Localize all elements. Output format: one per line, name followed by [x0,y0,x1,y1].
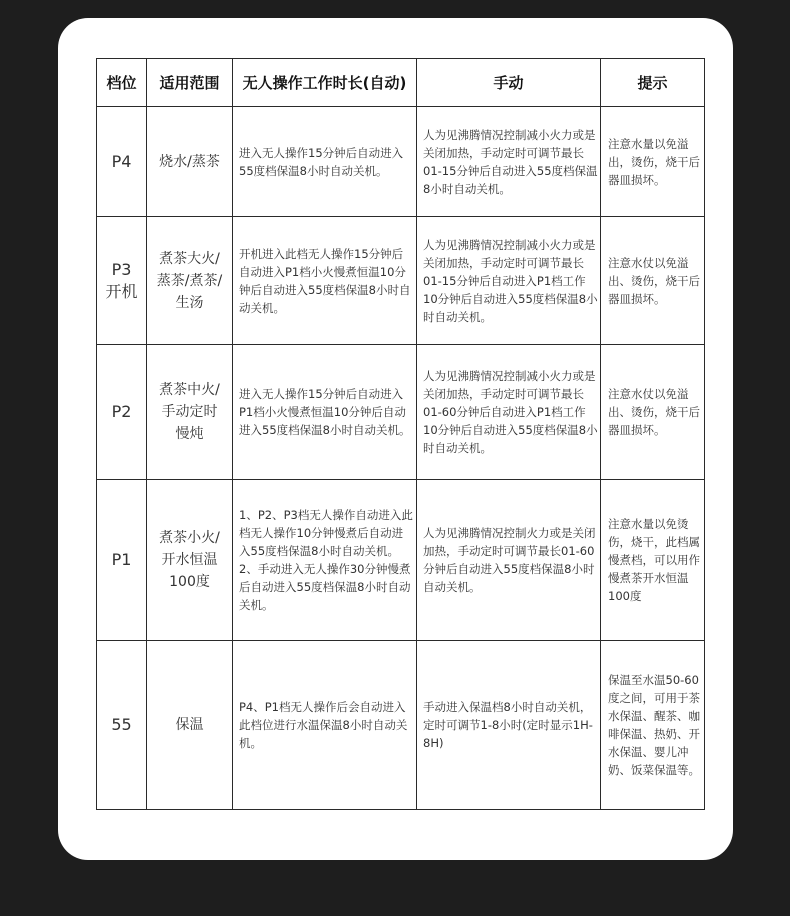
manual-cell: 人为见沸腾情况控制减小火力或是关闭加热，手动定时可调节最长01-15分钟后自动进入P1档工作10分钟后自动进入55度档保温8小时自动关机。 [417,217,601,345]
header-gear: 档位 [97,59,147,107]
gear-label: P2 [111,402,132,421]
scope-label: 慢炖 [175,426,204,442]
gear-cell [97,641,147,810]
scope-label: 100度 [169,574,210,590]
tip-cell: 注意水量以免烫伤，烧干，此档属慢煮档，可以用作慢煮茶开水恒温100度 [601,480,705,641]
table-row [97,641,705,810]
auto-cell: 进入无人操作15分钟后自动进入P1档小火慢煮恒温10分钟后自动进入55度档保温8小时自动关机。 [233,345,417,480]
auto-cell: 进入无人操作15分钟后自动进入55度档保温8小时自动关机。 [233,107,417,217]
table-row [97,107,705,217]
scope-cell [147,217,233,345]
gear-cell [97,480,147,641]
header-auto-time: 无人操作工作时长(自动) [233,59,417,107]
scope-label: 煮茶中火/ [159,382,220,398]
auto-cell: 1、P2、P3档无人操作自动进入此档无人操作10分钟慢煮后自动进入55度档保温8小时自动关机。 2、手动进入无人操作30分钟慢煮后自动进入55度档保温8小时自动关机。 [233,480,417,641]
tip-cell: 注意水量以免溢出，烫伤，烧干后器皿损坏。 [601,107,705,217]
scope-cell [147,107,233,217]
tip-cell: 注意水仗以免溢出、烫伤，烧干后器皿损坏。 [601,217,705,345]
tip-cell: 注意水仗以免溢出、烫伤，烧干后器皿损坏。 [601,345,705,480]
scope-label: 烧水/蒸茶 [159,153,220,170]
table-header-row [97,59,705,107]
manual-cell: 手动进入保温档8小时自动关机，定时可调节1-8小时(定时显示1H-8H) [417,641,601,810]
auto-cell: P4、P1档无人操作后会自动进入此档位进行水温保温8小时自动关机。 [233,641,417,810]
gear-cell [97,107,147,217]
scope-label: 煮茶大火/ [159,250,220,267]
gear-settings-table [96,58,705,810]
table-row [97,217,705,345]
auto-cell: 开机进入此档无人操作15分钟后自动进入P1档小火慢煮恒温10分钟后自动进入55度档保温8小时自动关机。 [233,217,417,345]
header-tips: 提示 [601,59,705,107]
gear-cell [97,217,147,345]
gear-label: P3 [111,259,132,279]
scope-label: 生汤 [175,294,204,311]
scope-label: 蒸茶/煮茶/ [156,272,223,289]
gear-cell [97,345,147,480]
scope-cell [147,345,233,480]
gear-label: 55 [111,715,132,734]
gear-label: P1 [111,550,132,569]
scope-cell [147,641,233,810]
manual-cell: 人为见沸腾情况控制减小火力或是关闭加热，手动定时可调节最长01-15分钟后自动进入55度档保温8小时自动关机。 [417,107,601,217]
scope-cell [147,480,233,641]
manual-cell: 人为见沸腾情况控制火力或是关闭加热，手动定时可调节最长01-60分钟后自动进入55度档保温8小时自动关机。 [417,480,601,641]
scope-label: 煮茶小火/ [159,530,220,546]
header-scope: 适用范围 [147,59,233,107]
gear-label: P4 [111,151,132,171]
tip-cell: 保温至水温50-60度之间，可用于茶水保温、醒茶、咖啡保温、热奶、开水保温、婴儿冲奶、饭菜保温等。 [601,641,705,810]
table-row [97,480,705,641]
manual-cell: 人为见沸腾情况控制减小火力或是关闭加热，手动定时可调节最长01-60分钟后自动进入P1档工作10分钟后自动进入55度档保温8小时自动关机。 [417,345,601,480]
scope-label: 手动定时 [161,404,218,420]
scope-label: 开水恒温 [161,552,218,568]
header-manual: 手动 [417,59,601,107]
table-row [97,345,705,480]
scope-label: 保温 [175,717,204,733]
gear-label: 开机 [105,281,138,301]
